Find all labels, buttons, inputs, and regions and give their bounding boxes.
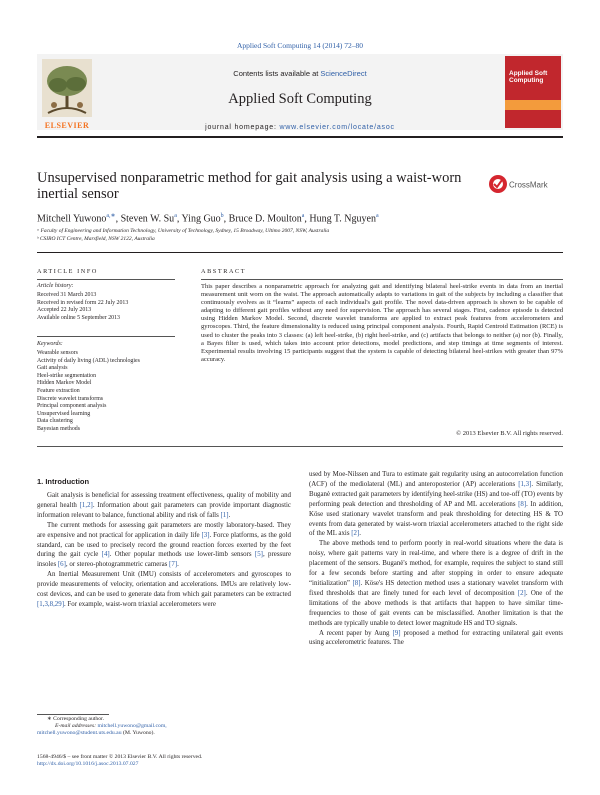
body-right-column [309,470,563,648]
keyword-item: Data clustering [37,418,73,425]
keyword-item: Gait analysis [37,365,68,372]
author-affiliation-mark[interactable]: b [220,213,224,219]
article-info-heading: ARTICLE INFO [37,268,98,275]
keyword-item: Discrete wavelet transforms [37,395,104,402]
issn-line: 1568-4946/$ – see front matter © 2013 Elsevier B.V. All rights reserved. [37,754,203,760]
author-affiliation-mark[interactable]: a [301,213,305,219]
sciencedirect-link[interactable]: ScienceDirect [320,69,367,78]
author-affiliation-mark[interactable]: a [375,213,379,219]
body-paragraph: The current methods for assessing gait parameters are mostly laboratory-based. They are expensive and not practical for application in daily life [3]. Force platforms, as the gold standard, can be used to precisely record the ground reaction forces exerted by the feet during the gait cycle [4]. Other popular methods use lower-limb sensors [5], pressure insoles [6], or stereo-photogrammetric cameras [7]. [37,521,291,569]
abstract-bottom-rule [37,446,563,447]
history-item: Accepted 22 July 2013 [37,307,92,314]
citation-link[interactable]: [3] [201,531,210,539]
body-paragraph: Gait analysis is beneficial for assessing treatment effectiveness, quality of mobility and general health [1,2]. Information about gait parameters can provide important diagnostic information relevant to balance, functional ability and risk of falls [1]. [37,492,291,519]
citation-link[interactable]: [2] [351,530,360,538]
doi-link[interactable]: http://dx.doi.org/10.1016/j.asoc.2013.07.027 [37,761,139,768]
history-item: Received in revised form 22 July 2013 [37,299,129,306]
affiliation-b: ᵇ CSIRO ICT Centre, Marsfield, NSW 2122, Australia [37,236,155,242]
footnotes [37,716,167,738]
email-suffix: (M. Yuwono). [121,730,155,737]
email-link-1[interactable]: mitchell.yuwono@gmail.com, [97,723,167,730]
header-divider [37,252,563,253]
citation-link[interactable]: [1,2] [79,501,93,509]
journal-title: Applied Soft Computing [228,91,372,107]
cover-stripe [505,100,561,110]
keyword-item: Wearable sensors [37,350,78,356]
keyword-item: Feature extraction [37,387,80,394]
abstract-text: This paper describes a nonparametric approach for analyzing gait and identifying bilateral heel-strike events in data from an inertial measurement unit worn on the waist. The approach automatically adapts to variations in gait of the subjects by including a classifier that continuously evolves as it “learns” aspects of each individual's gait profile. The novel data-driven approach is shown to be capable of adapting to different gait profiles without any need for supervision. The approach has several stages. First, cadence episode is detected using Hidden Markov Model. Second, discrete wavelet transforms are applied to extract peak features from accelerometers and gyroscopes. Third, the feature dimensionality is reduced using principal component analysis. Fourth, Rapid Centroid Estimation (RCE) is used to cluster the peaks into 3 classes: (a) left heel-strike, (b) right heel-strike, and (c) artifacts that belongs to neither (a) nor (b). Finally, a Bayes filter is used, which takes into account prior detections, model predictions, and step timings at time segments of interest. Experimental results involving 15 participants suggest that the system is capable of detecting bilateral heel-strikes with greater than 97% accuracy. [201,283,563,363]
body-paragraph: The above methods tend to perform poorly in real-world situations where the data is noisy, where gait patterns vary in real-time, and where there is a degree of drift in the placement of the sensors. Buganè's method, for example, requires the subject to stand still for a few seconds before starting and after stopping in order to ensure adequate “initialization” [8]. Köse's HS detection method uses a stationary wavelet transform with fixed thresholds that are finely tuned for each level of decomposition [2]. One of the limitations of the above methods is that artifacts that happen to have similar time-frequencies to those of gait events can be misclassified. Another limitation is that the methods are typically unable to detect lower magnitude HS and TO signals. [309,540,563,627]
keywords-list [37,350,140,434]
body-paragraph: A recent paper by Aung [9] proposed a method for extracting unilateral gait events using accelerometric features. The [309,629,563,647]
section-heading: 1. Introduction [37,477,90,486]
body-paragraph: used by Moe-Nilssen and Tura to estimate gait regularity using an autocorrelation function (ACF) of the mediolateral (ML) and anteroposterior (AP) accelerations [1,3]. Similarly, Buganè extracted gait parameters by identifying heel-strike (HS) and toe-off (TO) events by performing peak detection and thresholding of AP and ML accelerations [8]. In addition, Köse used stationary wavelet transform and peak thresholding for detecting HS & TO events from data generated by waist-worn triaxial accelerometers attached to the right side of the ML axis [2]. [309,471,563,538]
article-info-rule [37,279,175,280]
keyword-item: Hidden Markov Model [37,380,92,387]
abstract-copyright: © 2013 Elsevier B.V. All rights reserved. [456,430,563,437]
author-name: Bruce D. Moulton [228,213,302,225]
author-separator: , [115,213,121,225]
history-list [37,292,128,322]
history-item: Received 31 March 2013 [37,292,97,298]
history-heading: Article history: [37,283,74,289]
journal-cover-thumbnail[interactable] [505,56,561,128]
keyword-item: Principal component analysis [37,403,107,410]
homepage-prefix: journal homepage: [205,124,280,131]
body-paragraph: An Inertial Measurement Unit (IMU) consists of accelerometers and gyroscopes to provide measurements of velocity, orientation and accelerations. IMUs are relatively low-cost devices, and can be used to generate data from which gait parameters can be extracted [1,3,8,29]. For example, waist-worn triaxial accelerometers were [37,571,291,608]
keyword-item: Heel-strike segmentation [37,372,97,379]
history-item: Available online 5 September 2013 [37,314,120,321]
email-prefix: E-mail addresses: [55,723,98,730]
crossmark-label: CrossMark [509,180,548,190]
homepage-link[interactable]: www.elsevier.com/locate/asoc [279,124,395,131]
journal-reference[interactable]: Applied Soft Computing 14 (2014) 72–80 [236,41,364,50]
elsevier-tree-logo-icon[interactable] [38,57,96,127]
affiliation-a: ᵃ Faculty of Engineering and Information Technology, University of Technology, Sydney, 15 Broadway, Ultimo 2007, NSW, Australia [37,228,330,234]
keywords-heading: Keywords: [37,341,63,347]
keyword-item: Bayesian methods [37,425,81,432]
keyword-item: Activity of daily living (ADL) technologies [37,357,140,364]
abstract-heading: ABSTRACT [201,268,247,275]
citation-link[interactable]: [6] [57,561,66,569]
author-list [37,212,379,224]
citation-link[interactable]: [5] [254,551,263,559]
citation-link[interactable]: [1,3,8,29] [37,600,64,608]
author-affiliation-mark[interactable]: a,∗ [106,213,116,219]
citation-link[interactable]: [2] [517,589,526,597]
footnote-rule [37,714,109,715]
author-affiliation-mark[interactable]: a [174,213,177,219]
publisher-wordmark: ELSEVIER [44,121,90,130]
author-separator: , [304,213,310,225]
crossmark-icon[interactable] [488,173,548,195]
email-link-2[interactable]: mitchell.yuwono@student.uts.edu.au [37,730,122,737]
author-name: Steven W. Su [120,213,175,225]
author-separator: , [223,213,229,225]
author-name: Mitchell Yuwono [37,213,107,225]
issn-block [37,754,202,768]
email-line-2 [37,730,167,737]
citation-link[interactable]: [4] [101,551,110,559]
cover-title: Applied Soft Computing [509,70,548,84]
article-title: Unsupervised nonparametric method for gait analysis using a waist-worn inertial sensor [37,170,462,202]
corresponding-author-note: ∗ Corresponding author. [47,716,105,722]
masthead-rule [37,136,563,138]
author-name: Hung T. Nguyen [309,213,376,225]
contents-prefix: Contents lists available at [233,69,321,78]
citation-link[interactable]: [9] [392,629,401,637]
keyword-item: Unsupervised learning [37,410,91,417]
citation-link[interactable]: [1] [220,511,229,519]
author-separator: , [176,213,182,225]
contents-available-line [96,69,504,78]
journal-homepage-line [96,124,504,131]
abstract-rule [201,279,563,280]
body-left-column [37,491,291,610]
citation-link[interactable]: [8] [352,579,361,587]
keywords-rule [37,336,175,337]
author-name: Ying Guo [181,213,221,225]
citation-link[interactable]: [8] [518,500,527,508]
citation-link[interactable]: [7] [169,561,178,569]
citation-link[interactable]: [1,3] [518,480,532,488]
